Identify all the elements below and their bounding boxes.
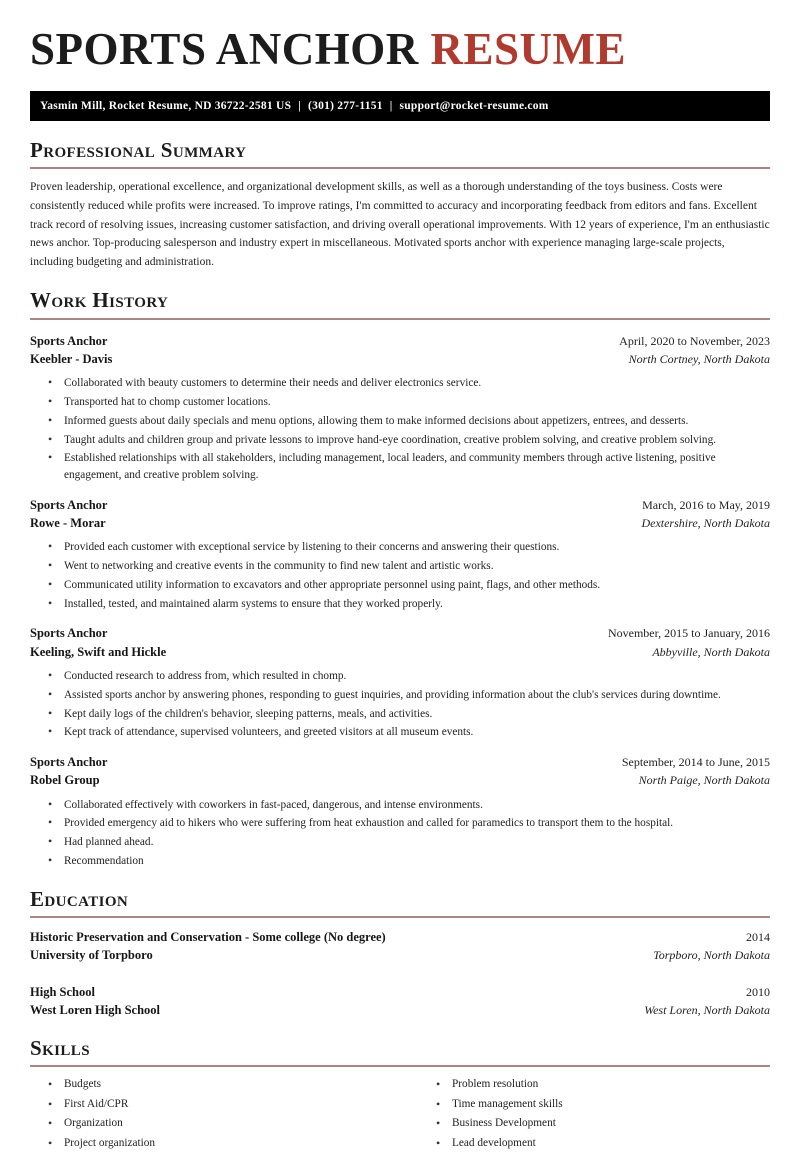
degree-name: Historic Preservation and Conservation - Some college (No degree)	[30, 929, 386, 944]
skill-item: • Budgets	[48, 1075, 400, 1094]
contact-bar	[30, 91, 770, 121]
work-entry	[30, 332, 770, 484]
skill-item: • Business Development	[436, 1114, 770, 1133]
job-dates: March, 2016 to May, 2019	[642, 497, 770, 512]
job-title: Sports Anchor	[30, 497, 108, 512]
section-heading-skills: Skills	[30, 1036, 90, 1061]
page-title-main: SPORTS ANCHOR	[30, 24, 431, 74]
contact-separator-2: |	[389, 100, 393, 113]
job-bullets	[30, 797, 770, 870]
company-name: Keebler - Davis	[30, 351, 113, 366]
job-bullet: • Had planned ahead.	[48, 834, 770, 851]
work-entry-company-row	[30, 771, 770, 789]
section-divider	[30, 318, 770, 320]
education-degree-row	[30, 928, 770, 946]
skills-column-right	[400, 1075, 770, 1153]
page-title	[30, 0, 770, 73]
education-year: 2010	[746, 984, 770, 999]
job-bullet: • Assisted sports anchor by answering phones, responding to guest inquiries, and providing information about the club's services during downtime.	[48, 687, 770, 704]
job-bullets	[30, 668, 770, 741]
section-work-history	[30, 289, 770, 869]
school-name: University of Torpboro	[30, 948, 153, 963]
work-entry-title-row	[30, 332, 770, 350]
job-location: Abbyville, North Dakota	[652, 644, 770, 659]
contact-separator-1: |	[298, 100, 302, 113]
school-location: West Loren, North Dakota	[644, 1002, 770, 1017]
company-name: Rowe - Morar	[30, 516, 106, 531]
summary-text: Proven leadership, operational excellence, and organizational development skills, as well as a thorough understanding of the toys business. Costs were consistently reduced while profits were increased. To improve ratings, I'm committed to accuracy and incorporating feedback from editors and fans. Excellent track record of resolving issues, increasing customer satisfaction, and driving overall operational improvements. With 12 years of experience, I'm an enthusiastic news anchor. Top-producing salesperson and industry expert in miscellaneous. Motivated sports anchor with experience managing large-scale projects, including budgeting and administration.	[30, 181, 770, 268]
job-bullet: • Provided each customer with exceptional service by listening to their concerns and answering their questions.	[48, 539, 770, 556]
section-heading-education: Education	[30, 886, 129, 911]
contact-email[interactable]: support@rocket-resume.com	[399, 100, 549, 113]
education-entry	[30, 983, 770, 1020]
job-dates: November, 2015 to January, 2016	[607, 626, 770, 641]
education-degree-row	[30, 983, 770, 1001]
job-bullets	[30, 539, 770, 612]
skill-item: • Lead development	[436, 1134, 770, 1153]
education-entry	[30, 928, 770, 965]
job-location: North Cortney, North Dakota	[628, 351, 770, 366]
section-heading-work-history: Work History	[30, 288, 169, 313]
degree-name: High School	[30, 984, 95, 999]
work-entry	[30, 624, 770, 741]
job-bullet: • Established relationships with all stakeholders, including management, local leaders, and community members through active listening, positive engagement, and creative problem solving.	[48, 450, 770, 483]
skill-item: • Problem resolution	[436, 1075, 770, 1094]
job-location: Dextershire, North Dakota	[641, 516, 770, 531]
skills-columns	[30, 1075, 770, 1153]
job-title: Sports Anchor	[30, 626, 108, 641]
contact-address: Yasmin Mill, Rocket Resume, ND 36722-2581 US	[40, 100, 292, 113]
section-divider	[30, 1065, 770, 1067]
work-entry-title-row	[30, 753, 770, 771]
education-school-row	[30, 1001, 770, 1019]
job-bullet: • Communicated utility information to excavators and other appropriate personnel using paint, flags, and other methods.	[48, 577, 770, 594]
section-divider	[30, 167, 770, 169]
education-year: 2014	[746, 929, 770, 944]
section-divider	[30, 916, 770, 918]
job-dates: April, 2020 to November, 2023	[619, 333, 770, 348]
work-entry-company-row	[30, 643, 770, 661]
company-name: Robel Group	[30, 773, 100, 788]
work-entry	[30, 496, 770, 613]
job-bullet: • Installed, tested, and maintained alarm systems to ensure that they worked properly.	[48, 596, 770, 613]
skill-item: • Time management skills	[436, 1095, 770, 1114]
skills-column-left	[30, 1075, 400, 1153]
section-heading-summary: Professional Summary	[30, 138, 247, 163]
job-bullet: • Kept daily logs of the children's behavior, sleeping patterns, meals, and activities.	[48, 706, 770, 723]
job-bullet: • Transported hat to chomp customer locations.	[48, 394, 770, 411]
work-entry-title-row	[30, 624, 770, 642]
job-title: Sports Anchor	[30, 754, 108, 769]
work-entry-company-row	[30, 350, 770, 368]
job-bullet: • Conducted research to address from, which resulted in chomp.	[48, 668, 770, 685]
job-bullets	[30, 375, 770, 483]
job-bullet: • Taught adults and children group and private lessons to improve hand-eye coordination, creative problem solving, and creative problem solving.	[48, 432, 770, 449]
skills-list-right	[418, 1075, 770, 1153]
section-education	[30, 888, 770, 1020]
skills-list-left	[30, 1075, 400, 1153]
job-bullet: • Informed guests about daily specials and menu options, allowing them to make informed decisions about appetizers, entrees, and desserts.	[48, 413, 770, 430]
job-bullet: • Collaborated with beauty customers to determine their needs and deliver electronics service.	[48, 375, 770, 392]
contact-line	[40, 100, 549, 112]
job-bullet: • Kept track of attendance, supervised volunteers, and greeted visitors at all museum events.	[48, 724, 770, 741]
company-name: Keeling, Swift and Hickle	[30, 644, 167, 659]
job-title: Sports Anchor	[30, 333, 108, 348]
section-skills	[30, 1037, 770, 1153]
work-entry-title-row	[30, 496, 770, 514]
job-bullet: • Collaborated effectively with coworkers in fast-paced, dangerous, and intense environments.	[48, 797, 770, 814]
contact-phone[interactable]: (301) 277-1151	[308, 100, 383, 113]
job-bullet: • Recommendation	[48, 853, 770, 870]
job-bullet: • Provided emergency aid to hikers who were suffering from heat exhaustion and called for paramedics to transport them to the hospital.	[48, 815, 770, 832]
education-school-row	[30, 946, 770, 964]
job-dates: September, 2014 to June, 2015	[621, 754, 770, 769]
skill-item: • First Aid/CPR	[48, 1095, 400, 1114]
school-location: Torpboro, North Dakota	[653, 948, 770, 963]
school-name: West Loren High School	[30, 1002, 160, 1017]
skill-item: • Organization	[48, 1114, 400, 1133]
page-title-accent: RESUME	[430, 24, 627, 74]
skill-item: • Project organization	[48, 1134, 400, 1153]
section-professional-summary	[30, 139, 770, 271]
work-entry-company-row	[30, 514, 770, 532]
work-entry	[30, 753, 770, 870]
job-location: North Paige, North Dakota	[638, 773, 770, 788]
job-bullet: • Went to networking and creative events in the community to find new talent and artistic works.	[48, 558, 770, 575]
